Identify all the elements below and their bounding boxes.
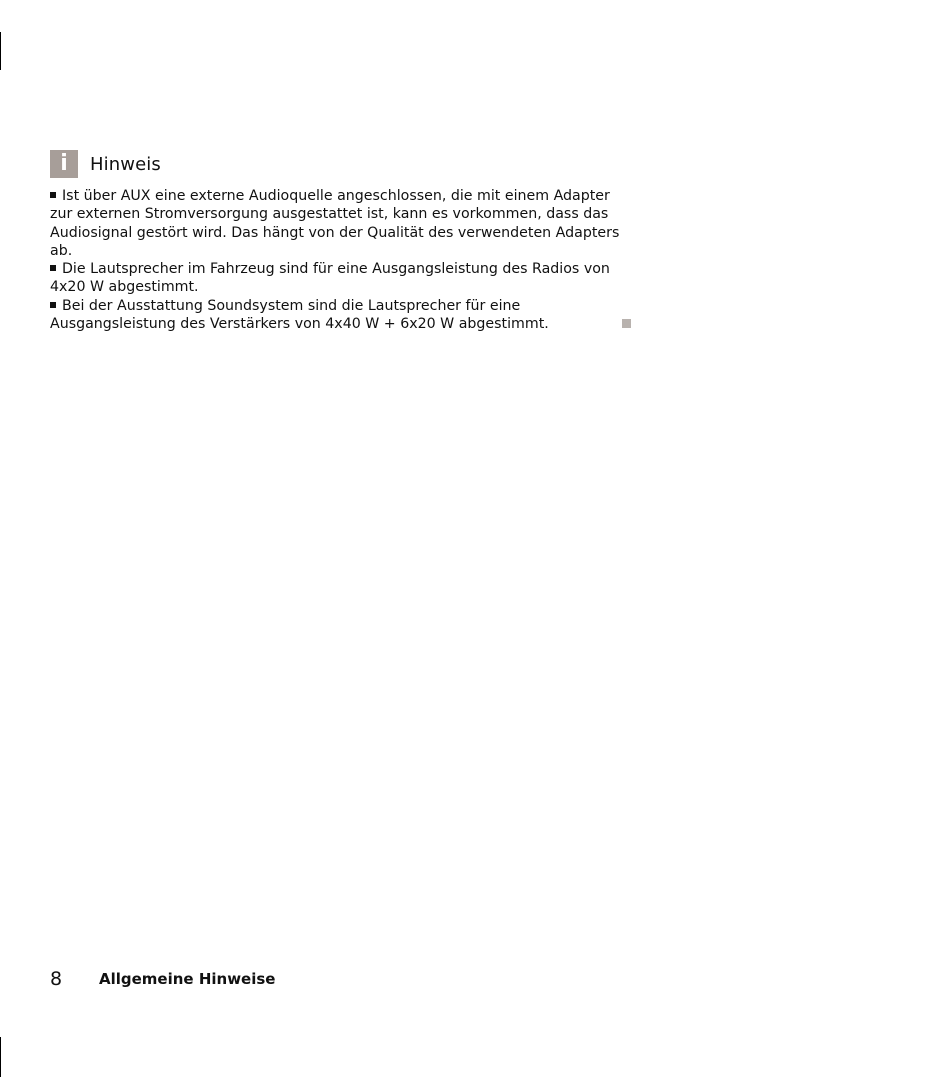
bullet-icon: [50, 265, 56, 271]
note-body: [50, 187, 620, 333]
note-paragraph-1-text: Ist über AUX eine externe Audioquelle angeschlossen, die mit einem Adapter zur externen Stromversorgung ausgestattet ist, kann es vorkommen, dass das Audiosignal gestört wird. Das hängt von der Qualität des verwendeten Adapters ab.: [50, 188, 620, 259]
note-paragraph-2: [50, 260, 620, 297]
section-name: Allgemeine Hinweise: [99, 970, 276, 988]
note-header: [50, 150, 161, 178]
bullet-icon: [50, 192, 56, 198]
crop-mark-bottom: [0, 1037, 1, 1077]
page-footer: [50, 966, 275, 992]
end-of-section-mark: [622, 319, 631, 328]
bullet-icon: [50, 302, 56, 308]
note-paragraph-2-text: Die Lautsprecher im Fahrzeug sind für eine Ausgangsleistung des Radios von 4x20 W abgestimmt.: [50, 261, 610, 296]
note-paragraph-3-text: Bei der Ausstattung Soundsystem sind die Lautsprecher für eine Ausgangsleistung des Verstärkers von 4x40 W + 6x20 W abgestimmt.: [50, 297, 549, 333]
crop-mark-top: [0, 32, 1, 70]
note-paragraph-1: [50, 187, 620, 260]
page-number: 8: [50, 968, 63, 990]
note-title: Hinweis: [90, 153, 161, 175]
info-icon: i: [50, 150, 78, 178]
note-paragraph-3: [50, 297, 620, 334]
